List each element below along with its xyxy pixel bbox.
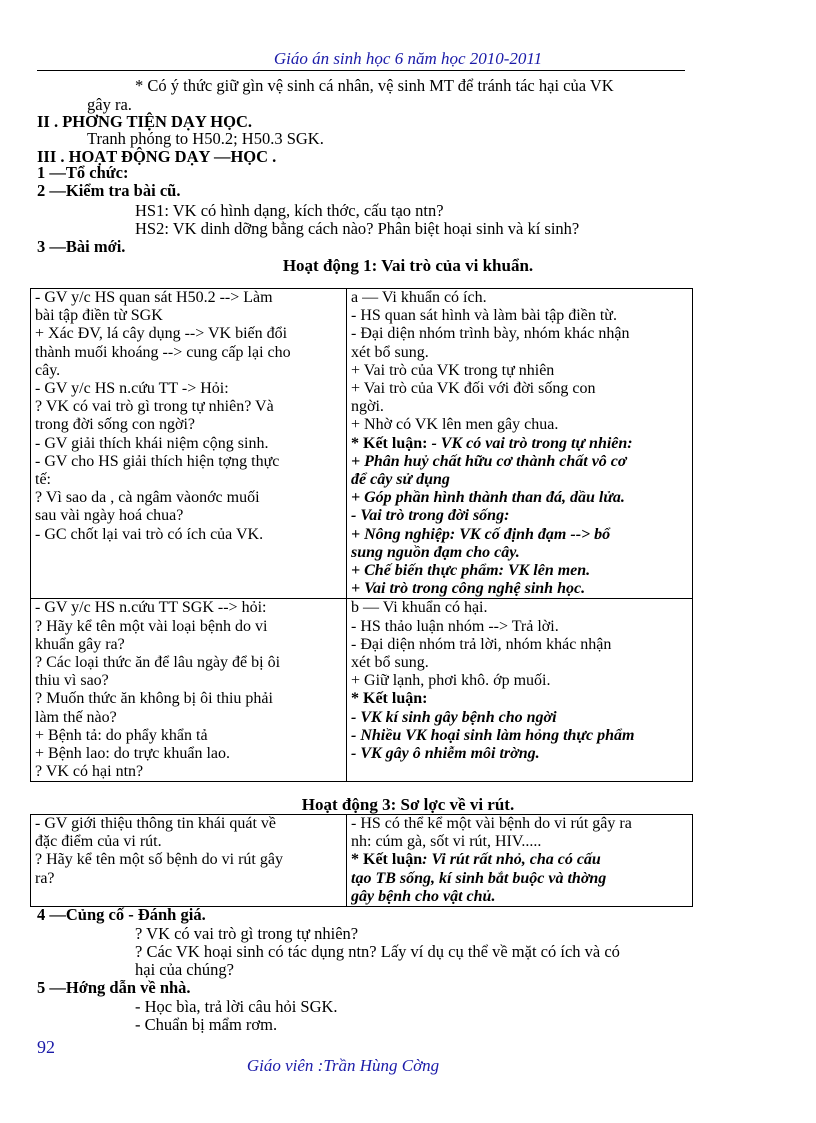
table-line: + Bệnh lao: do trực khuẩn lao.	[35, 745, 230, 763]
page-header-title: Giáo án sinh học 6 năm học 2010-2011	[273, 49, 543, 68]
table-line: ? Muốn thức ăn không bị ôi thiu phải	[35, 690, 273, 708]
review-question: ? Các VK hoại sinh có tác dụng ntn? Lấy ví dụ cụ thể về mặt có ích và có	[135, 942, 620, 961]
conclusion-line	[351, 435, 688, 453]
homework-item: - Học bìa, trả lời câu hỏi SGK.	[135, 997, 338, 1016]
student-column	[347, 599, 693, 782]
conclusion-point: sung nguồn đạm cho cây.	[351, 543, 520, 561]
conclusion-text: : Vi rút rất nhỏ, cha có cấu	[422, 851, 601, 869]
conclusion-point: - Vai trò trong đời sống:	[351, 507, 510, 525]
table-row	[31, 815, 693, 907]
conclusion-point: + Phân huỷ chất hữu cơ thành chất vô cơ	[351, 452, 627, 470]
table-line: - Đại diện nhóm trả lời, nhóm khác nhận	[351, 635, 612, 653]
student-column	[347, 815, 693, 907]
conclusion-label: * Kết luận:	[351, 690, 428, 708]
table-line: + Giữ lạnh, phơi khô. ớp muối.	[351, 672, 551, 690]
header-divider	[37, 70, 685, 71]
step-1-heading: 1 —Tổ chức:	[37, 163, 129, 182]
activity-1-heading: Hoạt động 1: Vai trò của vi khuẩn.	[282, 256, 534, 275]
conclusion-point: - Nhiều VK hoại sinh làm hỏng thực phẩm	[351, 726, 635, 744]
conclusion-point: tạo TB sống, kí sinh bắt buộc và thờng	[351, 869, 607, 887]
table-line: - GV y/c HS quan sát H50.2 --> Làm	[35, 289, 273, 306]
table-line: + Vai trò của VK đối với đời sống con	[351, 380, 596, 398]
conclusion-text: - VK có vai trò trong tự nhiên:	[427, 434, 633, 452]
table-line: - Đại diện nhóm trình bày, nhóm khác nhận	[351, 325, 630, 343]
student-column	[347, 289, 693, 599]
table-line: trong đời sống con ngời?	[35, 416, 196, 434]
table-line: - GV cho HS giải thích hiện tợng thực	[35, 452, 280, 470]
section-4-heading: 4 —Củng cố - Đánh giá.	[37, 905, 206, 924]
table-line: ? VK có vai trò gì trong tự nhiên? Và	[35, 398, 274, 416]
table-line: ? VK có hại ntn?	[35, 763, 144, 781]
section-2-text: Tranh phóng to H50.2; H50.3 SGK.	[87, 129, 324, 148]
table-line: tế:	[35, 471, 51, 489]
table-line: + Bệnh tả: do phẩy khẩn tả	[35, 726, 208, 744]
teacher-column	[31, 289, 347, 599]
table-line: - HS có thể kể một vài bệnh do vi rút gây ra	[351, 815, 632, 832]
section-5-heading: 5 —Hớng dẫn về nhà.	[37, 978, 191, 997]
activity-3-table	[30, 814, 693, 907]
conclusion-point: gây bệnh cho vật chủ.	[351, 887, 496, 905]
conclusion-point: + Vai trò trong công nghệ sinh học.	[351, 580, 586, 598]
conclusion-point: để cây sử dụng	[351, 471, 450, 489]
table-line: ngời.	[351, 398, 384, 416]
activity-3-heading: Hoạt động 3: Sơ lợc về vi rút.	[301, 795, 515, 814]
table-line: ? Hãy kể tên một vài loại bệnh do vi	[35, 617, 268, 635]
table-line: ? Vì sao da , cà ngâm vàonớc muối	[35, 489, 260, 507]
table-line: thành muối khoáng --> cung cấp lại cho	[35, 343, 291, 361]
table-line: sau vài ngày hoá chua?	[35, 507, 184, 525]
conclusion-point: - VK gây ô nhiễm môi trờng.	[351, 745, 540, 763]
step-3-heading: 3 —Bài mới.	[37, 237, 126, 256]
table-line: - GV giới thiệu thông tin khái quát về	[35, 815, 277, 832]
section-2-heading: II . PHƠNG TIỆN DẠY HỌC.	[37, 112, 252, 131]
footer-teacher-name: Giáo viên :Trần Hùng Cờng	[246, 1056, 440, 1075]
table-line: ? Các loại thức ăn để lâu ngày để bị ôi	[35, 654, 281, 672]
table-line: + Vai trò của VK trong tự nhiên	[351, 361, 555, 379]
table-line: nh: cúm gà, sốt vi rút, HIV.....	[351, 833, 542, 851]
table-line: thiu vì sao?	[35, 672, 109, 690]
conclusion-point: + Nông nghiệp: VK cố định đạm --> bổ	[351, 525, 611, 543]
objective-line-1: * Có ý thức giữ gìn vệ sinh cá nhân, vệ sinh MT để tránh tác hại của VK	[135, 76, 614, 95]
review-question-2: HS2: VK dinh dỡng bằng cách nào? Phân biệt hoại sinh và kí sinh?	[135, 219, 580, 238]
objective-line-2: gây ra.	[87, 95, 132, 114]
table-line: ra?	[35, 869, 55, 887]
conclusion-label: * Kết luận:	[351, 434, 428, 452]
table-line: - HS thảo luận nhóm --> Trả lời.	[351, 617, 559, 635]
table-line: - GV y/c HS n.cứu TT -> Hỏi:	[35, 380, 229, 398]
conclusion-point: - VK kí sinh gây bệnh cho ngời	[351, 708, 557, 726]
table-line: + Nhờ có VK lên men gây chua.	[351, 416, 559, 434]
teacher-column	[31, 599, 347, 782]
table-row	[31, 289, 693, 599]
review-question: ? VK có vai trò gì trong tự nhiên?	[135, 924, 359, 943]
review-question-1: HS1: VK có hình dạng, kích thớc, cấu tạo ntn?	[135, 201, 444, 220]
table-line: làm thế nào?	[35, 708, 117, 726]
table-line: xét bổ sung.	[351, 654, 429, 672]
table-line: - GC chốt lại vai trò có ích của VK.	[35, 525, 264, 543]
table-line: cây.	[35, 361, 61, 379]
table-line: - GV y/c HS n.cứu TT SGK --> hỏi:	[35, 599, 267, 617]
table-line: khuẩn gây ra?	[35, 635, 125, 653]
table-line: bài tập điền từ SGK	[35, 307, 163, 325]
page-number: 92	[37, 1037, 55, 1057]
review-question-continued: hại của chúng?	[135, 960, 234, 979]
conclusion-point: + Chế biến thực phẩm: VK lên men.	[351, 562, 591, 580]
table-line: b — Vi khuẩn có hại.	[351, 599, 488, 617]
table-line: đặc điểm của vi rút.	[35, 833, 162, 851]
teacher-column	[31, 815, 347, 907]
table-line: xét bổ sung.	[351, 343, 429, 361]
homework-item: - Chuẩn bị mẩm rơm.	[135, 1015, 278, 1034]
table-row	[31, 599, 693, 782]
conclusion-line	[351, 851, 688, 869]
table-line: ? Hãy kể tên một số bệnh do vi rút gây	[35, 851, 283, 869]
activity-1-table	[30, 288, 693, 782]
step-2-heading: 2 —Kiểm tra bài cũ.	[37, 181, 181, 200]
conclusion-point: + Góp phần hình thành than đá, dầu lửa.	[351, 489, 625, 507]
table-line: - GV giải thích khái niệm cộng sinh.	[35, 434, 269, 452]
table-line: - HS quan sát hình và làm bài tập điền từ.	[351, 307, 617, 325]
table-line: + Xác ĐV, lá cây dụng --> VK biến đổi	[35, 325, 288, 343]
conclusion-label: * Kết luận	[351, 851, 423, 869]
section-3-heading: III . HOẠT ĐỘNG DẠY —HỌC .	[37, 147, 277, 166]
table-line: a — Vi khuẩn có ích.	[351, 289, 487, 306]
